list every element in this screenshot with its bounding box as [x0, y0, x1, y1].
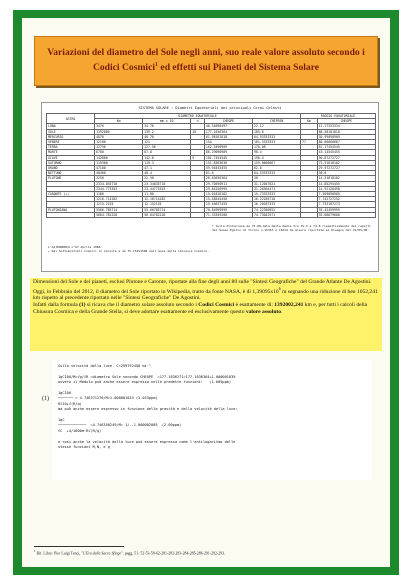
table-cell: 1180: [95, 192, 143, 197]
table-cell: 29.97272727: [317, 166, 375, 171]
table-row: [47, 129, 376, 134]
table-row: [47, 186, 376, 191]
formula-image: [52, 360, 372, 480]
col-km: Km: [95, 119, 143, 124]
table-cell: 2344.773353: [95, 186, 143, 191]
col-radius: RAGGIO EQUATORIALE: [301, 114, 376, 119]
table-row: [47, 202, 376, 207]
table-cell: 31.12047621: [253, 181, 301, 186]
table-cell: 5604.782228: [95, 212, 143, 217]
formula-line: stesse funzioni M,N, e g: [58, 445, 110, 450]
table-cell: 12.16714282: [143, 197, 191, 202]
table-cell: 12.17333334: [317, 124, 375, 129]
explanation-p3-g: km e, per tutti i calcoli della Chiusura Cosmica e della Grande Stella, si deve adottare esattamente ed esclusivamente questo: [33, 302, 368, 316]
table-row: [47, 134, 376, 139]
table-row: [47, 160, 376, 165]
table-row: [47, 155, 376, 160]
table-cell: 90.4: [253, 150, 301, 155]
col-n: n: [191, 119, 205, 124]
table-cell: 30.8: [317, 171, 375, 176]
table-cell: 177.1636364: [204, 129, 252, 134]
title-footnote-ref: 1: [155, 62, 159, 69]
formula-line: √C +4/1000π·R√(R/g): [58, 428, 102, 433]
table-cell: 12.152155: [143, 202, 191, 207]
table-cell: 29.84256995: [204, 186, 252, 191]
page-content: [22, 18, 390, 567]
table-cell: 1215.2155: [95, 202, 143, 207]
table-cell: 71.33359200: [204, 212, 252, 217]
table-cell: GIOVE: [47, 155, 95, 160]
table-cell: 1216.714282: [95, 197, 143, 202]
footnote-text: Rif. Libro: Pier Luigi Tenci,: [35, 551, 82, 556]
table-row: [47, 171, 376, 176]
footnote-rule: [34, 546, 124, 547]
table-row: [47, 181, 376, 186]
footnote-book-title: "L'Era della Sacra Sfinge": [81, 551, 123, 556]
table-cell: 181.7454545: [204, 155, 252, 160]
table-cell-astro: PLUTONIANA: [47, 207, 95, 212]
table-row: [47, 124, 376, 129]
table-cell: 23.44773353: [143, 186, 191, 191]
col-cheope: CHEOPE: [204, 119, 252, 124]
table-cell: 31.26364471: [253, 186, 301, 191]
table-cell: 62.8: [253, 166, 301, 171]
table-cell: 159.0666667: [253, 160, 301, 165]
formula-ref: (1): [79, 302, 86, 309]
col-chefren: CHEFREN: [253, 119, 301, 124]
table-cell: 14.92128498: [317, 186, 375, 191]
table-cell: 47100: [95, 166, 143, 171]
explanation-p2-a: Oggi, in Febbraio del 2012, il diametro del Sole riportato in Wikipedia, tratto da fonte NASA, è di 1,39095x10: [33, 288, 279, 295]
formula-line: 1gC100: [58, 391, 71, 396]
table-caption: SISTEMA SOLARE : Diametri Equatoriali dei principali Corpi Celesti: [138, 106, 282, 110]
table-cell: 1392000: [95, 129, 143, 134]
table-cell: 7.509090909: [317, 192, 375, 197]
table-cell: 12100: [95, 140, 143, 145]
table-row: [47, 145, 376, 150]
table-cell: 185.6: [253, 129, 301, 134]
formula-line: ─────── = 4.746371276/M=1.000001033 (1.033ppm): [58, 396, 158, 401]
table-cell: 43.14545455: [317, 150, 375, 155]
explanation-p3-a: Infatti dalla formula: [33, 302, 80, 309]
table-cell: URANO: [47, 166, 95, 171]
valore-assoluto: valore assoluto: [245, 309, 282, 316]
table-cell: 16.20287333: [253, 202, 301, 207]
table-cell: 90.87272727: [317, 155, 375, 160]
table-cell: 48.4: [143, 171, 191, 176]
table-cell: 7.733187273: [317, 202, 375, 207]
table-cell: 70.84999999: [204, 207, 252, 212]
table-cell: 74.73042971: [253, 212, 301, 217]
table-cell: 119300: [95, 160, 143, 165]
table-cell: 28.63636364: [204, 176, 252, 181]
col-mm: mm x 10: [143, 119, 191, 124]
explanation-p2-b: m segnando una riduzione di ben 1052,241 km rispetto al precedente riportato nelle "Sintesi Geografiche" De Agostini.: [33, 288, 378, 302]
col-diameter: DIAMETRO EQUATORIALE: [95, 114, 301, 119]
diameters-table: [46, 113, 376, 218]
table-cell-astro: PLUTONE: [47, 176, 95, 181]
table-cell: 67.8: [143, 150, 191, 155]
table-cell: 35.66679600: [317, 212, 375, 217]
table-note-caronte: + Dai Sottomultipli Cosmici in Caronte e da 75.15151508 dall'asse della Chiusura Cosmica .: [48, 249, 211, 253]
table-cell: 59.94545455: [204, 166, 252, 171]
table-cell: 15.73333333: [253, 192, 301, 197]
table-cell: 56.04782228: [143, 212, 191, 217]
table-cell: 88.58181818: [317, 129, 375, 134]
table-note-plutoniana: * Sulla Plutoniana da 75.08,data della media tra 75.3 e 74.8 rispettivamente dei reperti del museo Egizio di Torino n.15363 e 15614 da misure riportate al Disegno del 21/05/90.: [212, 224, 371, 232]
page-title: [47, 47, 365, 74]
formula-line: 1gC: [58, 418, 65, 423]
exponent: 6: [278, 285, 281, 291]
table-cell: 14.31818182: [317, 176, 375, 181]
table-cell: MERCURIO: [47, 134, 95, 139]
table-cell: 162.3490909: [204, 145, 252, 150]
table-cell: VENERE: [47, 140, 95, 145]
table-cell: 151.8363636: [204, 160, 252, 165]
table-cell: 80.66666667: [317, 140, 375, 145]
table-cell: SOLE: [47, 129, 95, 134]
diameters-table-image: [41, 102, 379, 272]
table-cell-astro: [47, 212, 95, 217]
title-line-2b: ed effetti sui Pianeti del Sistema Solare: [158, 62, 320, 74]
table-cell: 22.12: [253, 124, 301, 129]
table-row: [47, 212, 376, 217]
table-cell: 22.50: [143, 176, 191, 181]
explanation-p3-i: .: [281, 309, 283, 316]
table-cell: 10: [191, 129, 205, 134]
table-cell: LUNA: [47, 124, 95, 129]
explanation-p3: [33, 302, 379, 316]
table-cell: 30: [253, 176, 301, 181]
codici-cosmici: Codici Cosmici: [198, 302, 235, 309]
table-cell: 64.93333333: [253, 134, 301, 139]
table-cell: 15.46637455: [204, 202, 252, 207]
table-cell: 2250: [95, 176, 143, 181]
explanation-p2: [33, 286, 379, 302]
table-cell-astro: CARONTE (+): [47, 192, 95, 197]
table-cell: 7.742727252: [317, 197, 375, 202]
table-row: [47, 197, 376, 202]
table-cell: 75.91818182: [317, 160, 375, 165]
table-cell: 64.53333333: [253, 171, 301, 176]
table-cell: 15.01818182: [204, 192, 252, 197]
formula-label: (1): [42, 396, 49, 402]
formula-line: e cosi anche la velocità della luce può essere espressa come l'antilogaritmo delle: [58, 439, 236, 444]
explanation-p1: Dimensioni del Sole e dei pianeti, esclusi Plutone e Caronte, riportate alla fine degli anni 80 sulle "Sintesi Geografiche" del Grande Atlante De Agostini.: [33, 279, 372, 285]
table-cell: 55.66785714: [143, 207, 191, 212]
col-km-radius: Km: [301, 119, 318, 124]
table-row: [47, 166, 376, 171]
table-note-source: L'ASTRONOMIA n°67 Aprile 1988: [48, 245, 101, 249]
table-cell: NETTUNO: [47, 171, 95, 176]
table-cell: 77: [301, 140, 318, 145]
table-cell: [191, 212, 205, 217]
footnote-pages: , pagg. 51- 52-53-58-62-281-282-283-284-285-286-291-292-293.: [122, 551, 226, 556]
table-cell: 121: [143, 140, 191, 145]
table-cell: 139.2: [143, 129, 191, 134]
table-cell: 9: [191, 155, 205, 160]
explanation-p3-c: si ricava che il diametro solare assoluto secondo i: [85, 302, 199, 309]
col-cheope-radius: CHEOPE: [317, 119, 375, 124]
table-cell: 74.22380952: [253, 207, 301, 212]
absolute-diameter-value: 1392002,241: [274, 302, 304, 309]
table-cell: 48.34698497: [204, 124, 252, 129]
table-row: [47, 140, 376, 145]
table-cell: 30.99090909: [317, 134, 375, 139]
table-cell: 4870: [95, 134, 143, 139]
table-cell: 14.85295455: [317, 181, 375, 186]
table-cell: 142800: [95, 155, 143, 160]
table-cell: 47.1: [143, 166, 191, 171]
table-cell: 12756: [95, 145, 143, 150]
table-cell: 15.48545450: [204, 197, 252, 202]
table-cell: 142.8: [143, 155, 191, 160]
page-border: [13, 10, 399, 575]
table-cell: 16.22285710: [253, 197, 301, 202]
table-cell: 34.76: [143, 124, 191, 129]
table-notes: [48, 245, 374, 253]
table-cell: 81.17454545: [317, 145, 375, 150]
table-row: [47, 176, 376, 181]
table-cell: [301, 212, 318, 217]
footnote: [34, 549, 384, 555]
formula-line: ovvero il Modulo può anche essere espresso nelle predette funzioni: (1.609ppm): [58, 380, 232, 385]
table-cell: 61.6: [204, 171, 252, 176]
table-cell: 23.34035716: [143, 181, 191, 186]
title-line-2a: Codici Cosmici: [92, 62, 156, 74]
formula-line: Sulla velocità della luce C=299792458 ms⁻¹: [58, 364, 152, 368]
table-cell: 3476: [95, 124, 143, 129]
formula-line: ───────────── =4.746350249/M= 1/..1.000002085 (2.09ppm): [58, 423, 182, 428]
formula-line: 1gC100/M=√g/√R =diametro Sole secondo CHEOPE =177.1636271=177.1636364+1.000001839: [58, 374, 236, 379]
table-cell: 61.98181818: [204, 134, 252, 139]
title-box: [34, 36, 378, 86]
table-cell: MARTE: [47, 150, 95, 155]
table-row: [47, 192, 376, 197]
title-line-1: Variazioni del diametro del Sole negli anni, suo reale valore assoluto secondo i: [47, 47, 365, 59]
table-cell: 127.56: [143, 145, 191, 150]
table-cell: 190.4: [253, 155, 301, 160]
table-cell: 154: [204, 140, 252, 145]
table-row: [47, 150, 376, 155]
table-cell: 11.80: [143, 192, 191, 197]
table-cell: 5566.785714: [95, 207, 143, 212]
table-cell: 6780: [95, 150, 143, 155]
formula-line: ma può anche essere espresso in funzione della gravità e della velocità della luce:: [58, 407, 238, 412]
table-cell: 161.3333333: [253, 140, 301, 145]
footnote-number: 1: [34, 549, 36, 553]
table-cell: TERRA: [47, 145, 95, 150]
table-cell: 170.08: [253, 145, 301, 150]
col-astro: ASTRO: [47, 114, 95, 124]
table-row: [47, 207, 376, 212]
table-cell: 48400: [95, 171, 143, 176]
table-cell: 2334.035716: [95, 181, 143, 186]
table-cell: SATURNO: [47, 160, 95, 165]
table-cell: 29.70590911: [204, 181, 252, 186]
table-cell: 86.29090909: [204, 150, 252, 155]
table-cell: 119.3: [143, 160, 191, 165]
formula-line: R√10+√(R/g): [58, 401, 82, 406]
explanation-p3-e: è esattamente di:: [234, 302, 275, 309]
table-cell: 35.42499999: [317, 207, 375, 212]
explanation-box: [30, 278, 382, 351]
table-cell: 48.70: [143, 134, 191, 139]
